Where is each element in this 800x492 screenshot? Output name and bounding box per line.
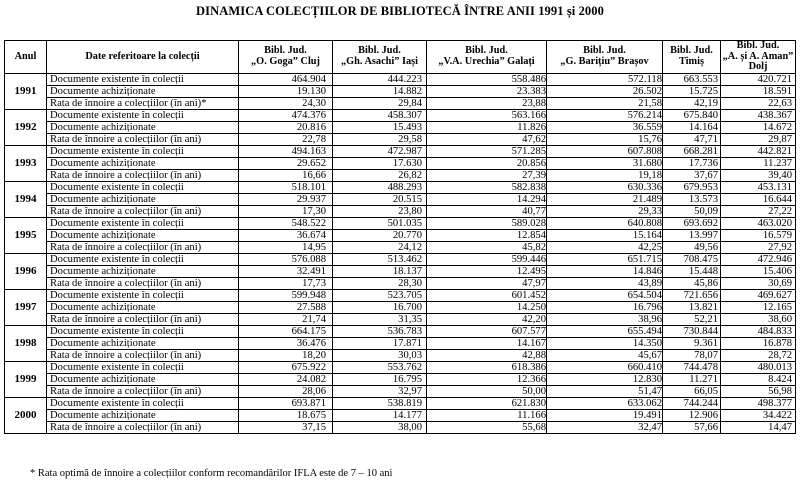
header-row	[5, 41, 796, 74]
value-cell: 24,30	[239, 97, 333, 109]
value-cell: 523.705	[333, 289, 427, 301]
table-row	[5, 193, 796, 205]
value-cell: 640.808	[547, 217, 663, 229]
value-cell: 36.674	[239, 229, 333, 241]
header-line: Bibl. Jud.	[736, 40, 780, 51]
value-cell: 47,71	[663, 133, 721, 145]
value-cell: 17.871	[333, 337, 427, 349]
value-cell: 589.028	[427, 217, 547, 229]
table-row	[5, 289, 796, 301]
header-library-timis	[663, 41, 721, 74]
value-cell: 12.165	[721, 301, 796, 313]
value-cell: 14.882	[333, 85, 427, 97]
value-cell: 14.177	[333, 409, 427, 421]
value-cell: 572.118	[547, 73, 663, 85]
header-line: Bibl. Jud.	[358, 45, 401, 57]
table-row	[5, 277, 796, 289]
value-cell: 558.486	[427, 73, 547, 85]
row-label: Rata de înnoire a colecțiilor (în ani)	[47, 169, 239, 181]
value-cell: 453.131	[721, 181, 796, 193]
value-cell: 12.366	[427, 373, 547, 385]
value-cell: 576.214	[547, 109, 663, 121]
value-cell: 40,77	[427, 205, 547, 217]
value-cell: 679.953	[663, 181, 721, 193]
table-row	[5, 253, 796, 265]
value-cell: 50,00	[427, 385, 547, 397]
header-line: „Gh. Asachi” Iași	[341, 55, 418, 67]
value-cell: 518.101	[239, 181, 333, 193]
value-cell: 27,22	[721, 205, 796, 217]
row-label: Documente achiziționate	[47, 121, 239, 133]
value-cell: 31,35	[333, 313, 427, 325]
value-cell: 708.475	[663, 253, 721, 265]
header-line: Bibl. Jud.	[583, 45, 626, 57]
value-cell: 38,60	[721, 313, 796, 325]
table-row	[5, 217, 796, 229]
value-cell: 19.491	[547, 409, 663, 421]
value-cell: 28,72	[721, 349, 796, 361]
value-cell: 17.736	[663, 157, 721, 169]
table-row	[5, 421, 796, 433]
value-cell: 20.816	[239, 121, 333, 133]
value-cell: 56,98	[721, 385, 796, 397]
row-label: Documente achiziționate	[47, 337, 239, 349]
value-cell: 14.350	[547, 337, 663, 349]
value-cell: 27.588	[239, 301, 333, 313]
value-cell: 29,58	[333, 133, 427, 145]
value-cell: 630.336	[547, 181, 663, 193]
value-cell: 18.591	[721, 85, 796, 97]
table-row	[5, 313, 796, 325]
value-cell: 23,88	[427, 97, 547, 109]
header-library-brasov	[547, 41, 663, 74]
value-cell: 621.830	[427, 397, 547, 409]
year-cell: 1993	[5, 145, 47, 181]
value-cell: 420.721	[721, 73, 796, 85]
row-label: Documente existente în colecții	[47, 217, 239, 229]
value-cell: 47,97	[427, 277, 547, 289]
value-cell: 37,67	[663, 169, 721, 181]
value-cell: 11.826	[427, 121, 547, 133]
header-line: „O. Goga” Cluj	[251, 55, 320, 67]
header-line: „A. și A. Aman” Dolj	[722, 50, 794, 72]
value-cell: 664.175	[239, 325, 333, 337]
row-label: Documente achiziționate	[47, 229, 239, 241]
row-label: Documente existente în colecții	[47, 181, 239, 193]
footnote: * Rata optimă de înnoire a colecțiilor conform recomandărilor IFLA este de 7 – 10 ani	[30, 468, 393, 479]
value-cell: 14.250	[427, 301, 547, 313]
header-line: Bibl. Jud.	[465, 45, 508, 57]
row-label: Documente existente în colecții	[47, 361, 239, 373]
value-cell: 15.448	[663, 265, 721, 277]
value-cell: 14.846	[547, 265, 663, 277]
value-cell: 18.675	[239, 409, 333, 421]
header-library-cluj	[239, 41, 333, 74]
value-cell: 498.377	[721, 397, 796, 409]
row-label: Documente existente în colecții	[47, 397, 239, 409]
value-cell: 693.871	[239, 397, 333, 409]
value-cell: 721.656	[663, 289, 721, 301]
value-cell: 14,47	[721, 421, 796, 433]
value-cell: 668.281	[663, 145, 721, 157]
value-cell: 49,56	[663, 241, 721, 253]
value-cell: 16.644	[721, 193, 796, 205]
year-cell: 1999	[5, 361, 47, 397]
table-row	[5, 349, 796, 361]
value-cell: 37,15	[239, 421, 333, 433]
value-cell: 480.013	[721, 361, 796, 373]
value-cell: 599.446	[427, 253, 547, 265]
value-cell: 576.088	[239, 253, 333, 265]
row-label: Documente achiziționate	[47, 85, 239, 97]
table-row	[5, 97, 796, 109]
row-label: Rata de înnoire a colecțiilor (în ani)	[47, 421, 239, 433]
header-library-galati	[427, 41, 547, 74]
value-cell: 488.293	[333, 181, 427, 193]
value-cell: 13.573	[663, 193, 721, 205]
value-cell: 32,47	[547, 421, 663, 433]
header-line: „V.A. Urechia” Galați	[438, 55, 535, 67]
value-cell: 24,12	[333, 241, 427, 253]
row-label: Rata de înnoire a colecțiilor (în ani)	[47, 205, 239, 217]
value-cell: 18.137	[333, 265, 427, 277]
table-row	[5, 157, 796, 169]
value-cell: 29,87	[721, 133, 796, 145]
table-row	[5, 145, 796, 157]
value-cell: 472.946	[721, 253, 796, 265]
table-row	[5, 133, 796, 145]
value-cell: 501.035	[333, 217, 427, 229]
value-cell: 45,86	[663, 277, 721, 289]
value-cell: 12.854	[427, 229, 547, 241]
value-cell: 32.491	[239, 265, 333, 277]
value-cell: 38,00	[333, 421, 427, 433]
table-row	[5, 373, 796, 385]
table-row	[5, 121, 796, 133]
value-cell: 42,25	[547, 241, 663, 253]
year-cell: 1991	[5, 73, 47, 109]
value-cell: 30,69	[721, 277, 796, 289]
value-cell: 18,20	[239, 349, 333, 361]
row-label: Rata de înnoire a colecțiilor (în ani)	[47, 133, 239, 145]
header-library-iasi	[333, 41, 427, 74]
row-label: Documente achiziționate	[47, 157, 239, 169]
value-cell: 14.672	[721, 121, 796, 133]
table-row	[5, 169, 796, 181]
header-year: Anul	[5, 41, 47, 74]
year-cell: 1994	[5, 181, 47, 217]
value-cell: 29,84	[333, 97, 427, 109]
value-cell: 548.522	[239, 217, 333, 229]
row-label: Rata de înnoire a colecțiilor (în ani)	[47, 385, 239, 397]
table-row	[5, 385, 796, 397]
value-cell: 663.553	[663, 73, 721, 85]
table-row	[5, 181, 796, 193]
value-cell: 34.422	[721, 409, 796, 421]
value-cell: 15.725	[663, 85, 721, 97]
value-cell: 42,88	[427, 349, 547, 361]
value-cell: 538.819	[333, 397, 427, 409]
value-cell: 15,76	[547, 133, 663, 145]
value-cell: 474.376	[239, 109, 333, 121]
value-cell: 78,07	[663, 349, 721, 361]
value-cell: 655.494	[547, 325, 663, 337]
value-cell: 469.627	[721, 289, 796, 301]
value-cell: 563.166	[427, 109, 547, 121]
value-cell: 16.796	[547, 301, 663, 313]
value-cell: 22,78	[239, 133, 333, 145]
value-cell: 26.502	[547, 85, 663, 97]
year-cell: 2000	[5, 397, 47, 433]
value-cell: 463.020	[721, 217, 796, 229]
value-cell: 438.367	[721, 109, 796, 121]
value-cell: 57,66	[663, 421, 721, 433]
value-cell: 17,73	[239, 277, 333, 289]
value-cell: 42,19	[663, 97, 721, 109]
value-cell: 51,47	[547, 385, 663, 397]
value-cell: 36.559	[547, 121, 663, 133]
value-cell: 13.997	[663, 229, 721, 241]
value-cell: 29,33	[547, 205, 663, 217]
table-row	[5, 301, 796, 313]
row-label: Documente achiziționate	[47, 265, 239, 277]
value-cell: 11.271	[663, 373, 721, 385]
value-cell: 21,74	[239, 313, 333, 325]
value-cell: 15.164	[547, 229, 663, 241]
header-line: Bibl. Jud.	[264, 45, 307, 57]
value-cell: 582.838	[427, 181, 547, 193]
value-cell: 15.406	[721, 265, 796, 277]
value-cell: 444.223	[333, 73, 427, 85]
header-data: Date referitoare la colecții	[47, 41, 239, 74]
value-cell: 513.462	[333, 253, 427, 265]
year-cell: 1992	[5, 109, 47, 145]
row-label: Documente achiziționate	[47, 193, 239, 205]
value-cell: 29.652	[239, 157, 333, 169]
value-cell: 16.700	[333, 301, 427, 313]
value-cell: 43,89	[547, 277, 663, 289]
value-cell: 484.833	[721, 325, 796, 337]
header-line: Timiș	[679, 55, 704, 67]
table-row	[5, 73, 796, 85]
value-cell: 14.164	[663, 121, 721, 133]
table-body	[5, 73, 796, 433]
row-label: Documente existente în colecții	[47, 253, 239, 265]
value-cell: 13.821	[663, 301, 721, 313]
value-cell: 19,18	[547, 169, 663, 181]
value-cell: 28,30	[333, 277, 427, 289]
value-cell: 618.386	[427, 361, 547, 373]
value-cell: 599.948	[239, 289, 333, 301]
value-cell: 553.762	[333, 361, 427, 373]
value-cell: 31.680	[547, 157, 663, 169]
year-cell: 1996	[5, 253, 47, 289]
table-row	[5, 397, 796, 409]
value-cell: 17.630	[333, 157, 427, 169]
value-cell: 20.770	[333, 229, 427, 241]
year-cell: 1997	[5, 289, 47, 325]
value-cell: 27,92	[721, 241, 796, 253]
header-line: Bibl. Jud.	[670, 45, 713, 57]
value-cell: 11.237	[721, 157, 796, 169]
value-cell: 20.856	[427, 157, 547, 169]
value-cell: 50,09	[663, 205, 721, 217]
year-cell: 1998	[5, 325, 47, 361]
value-cell: 20.515	[333, 193, 427, 205]
value-cell: 464.904	[239, 73, 333, 85]
year-cell: 1995	[5, 217, 47, 253]
header-library-dolj	[721, 41, 796, 74]
document-title: DINAMICA COLECȚIILOR DE BIBLIOTECĂ ÎNTRE ANII 1991 și 2000	[196, 4, 604, 18]
value-cell: 660.410	[547, 361, 663, 373]
value-cell: 654.504	[547, 289, 663, 301]
row-label: Documente existente în colecții	[47, 325, 239, 337]
value-cell: 16,66	[239, 169, 333, 181]
row-label: Documente existente în colecții	[47, 289, 239, 301]
row-label: Rata de înnoire a colecțiilor (în ani)	[47, 349, 239, 361]
value-cell: 52,21	[663, 313, 721, 325]
value-cell: 472.987	[333, 145, 427, 157]
row-label: Documente achiziționate	[47, 373, 239, 385]
value-cell: 693.692	[663, 217, 721, 229]
value-cell: 571.285	[427, 145, 547, 157]
value-cell: 651.715	[547, 253, 663, 265]
value-cell: 55,68	[427, 421, 547, 433]
value-cell: 9.361	[663, 337, 721, 349]
value-cell: 19.130	[239, 85, 333, 97]
table-row	[5, 337, 796, 349]
value-cell: 16.579	[721, 229, 796, 241]
value-cell: 12.906	[663, 409, 721, 421]
value-cell: 15.493	[333, 121, 427, 133]
row-label: Rata de înnoire a colecțiilor (în ani)*	[47, 97, 239, 109]
value-cell: 14.294	[427, 193, 547, 205]
table-row	[5, 229, 796, 241]
value-cell: 45,82	[427, 241, 547, 253]
value-cell: 22,63	[721, 97, 796, 109]
value-cell: 744.478	[663, 361, 721, 373]
row-label: Documente existente în colecții	[47, 73, 239, 85]
table-row	[5, 325, 796, 337]
value-cell: 12.495	[427, 265, 547, 277]
value-cell: 27,39	[427, 169, 547, 181]
value-cell: 45,67	[547, 349, 663, 361]
value-cell: 11.166	[427, 409, 547, 421]
table-row	[5, 109, 796, 121]
collections-table	[4, 40, 796, 434]
table-row	[5, 361, 796, 373]
value-cell: 14.167	[427, 337, 547, 349]
value-cell: 23,80	[333, 205, 427, 217]
value-cell: 38,96	[547, 313, 663, 325]
value-cell: 458.307	[333, 109, 427, 121]
value-cell: 39,40	[721, 169, 796, 181]
value-cell: 26,82	[333, 169, 427, 181]
value-cell: 17,30	[239, 205, 333, 217]
value-cell: 536.783	[333, 325, 427, 337]
row-label: Documente existente în colecții	[47, 145, 239, 157]
value-cell: 16.878	[721, 337, 796, 349]
value-cell: 23.383	[427, 85, 547, 97]
value-cell: 16.795	[333, 373, 427, 385]
value-cell: 66,05	[663, 385, 721, 397]
value-cell: 675.922	[239, 361, 333, 373]
value-cell: 24.082	[239, 373, 333, 385]
value-cell: 32,97	[333, 385, 427, 397]
value-cell: 47,62	[427, 133, 547, 145]
row-label: Rata de înnoire a colecțiilor (în ani)	[47, 277, 239, 289]
value-cell: 494.163	[239, 145, 333, 157]
row-label: Rata de înnoire a colecțiilor (în ani)	[47, 241, 239, 253]
value-cell: 442.821	[721, 145, 796, 157]
table-row	[5, 409, 796, 421]
value-cell: 14,95	[239, 241, 333, 253]
value-cell: 42,20	[427, 313, 547, 325]
row-label: Documente existente în colecții	[47, 109, 239, 121]
value-cell: 8.424	[721, 373, 796, 385]
row-label: Documente achiziționate	[47, 409, 239, 421]
table-row	[5, 205, 796, 217]
value-cell: 28,06	[239, 385, 333, 397]
table-row	[5, 241, 796, 253]
value-cell: 21,58	[547, 97, 663, 109]
value-cell: 607.577	[427, 325, 547, 337]
value-cell: 744.244	[663, 397, 721, 409]
value-cell: 21.489	[547, 193, 663, 205]
table-row	[5, 265, 796, 277]
value-cell: 29.937	[239, 193, 333, 205]
value-cell: 730.844	[663, 325, 721, 337]
value-cell: 30,03	[333, 349, 427, 361]
value-cell: 36.476	[239, 337, 333, 349]
row-label: Documente achiziționate	[47, 301, 239, 313]
table-row	[5, 85, 796, 97]
value-cell: 633.062	[547, 397, 663, 409]
value-cell: 675.840	[663, 109, 721, 121]
header-line: „G. Barițiu” Brașov	[560, 55, 649, 67]
value-cell: 12.830	[547, 373, 663, 385]
value-cell: 601.452	[427, 289, 547, 301]
value-cell: 607.808	[547, 145, 663, 157]
row-label: Rata de înnoire a colecțiilor (în ani)	[47, 313, 239, 325]
